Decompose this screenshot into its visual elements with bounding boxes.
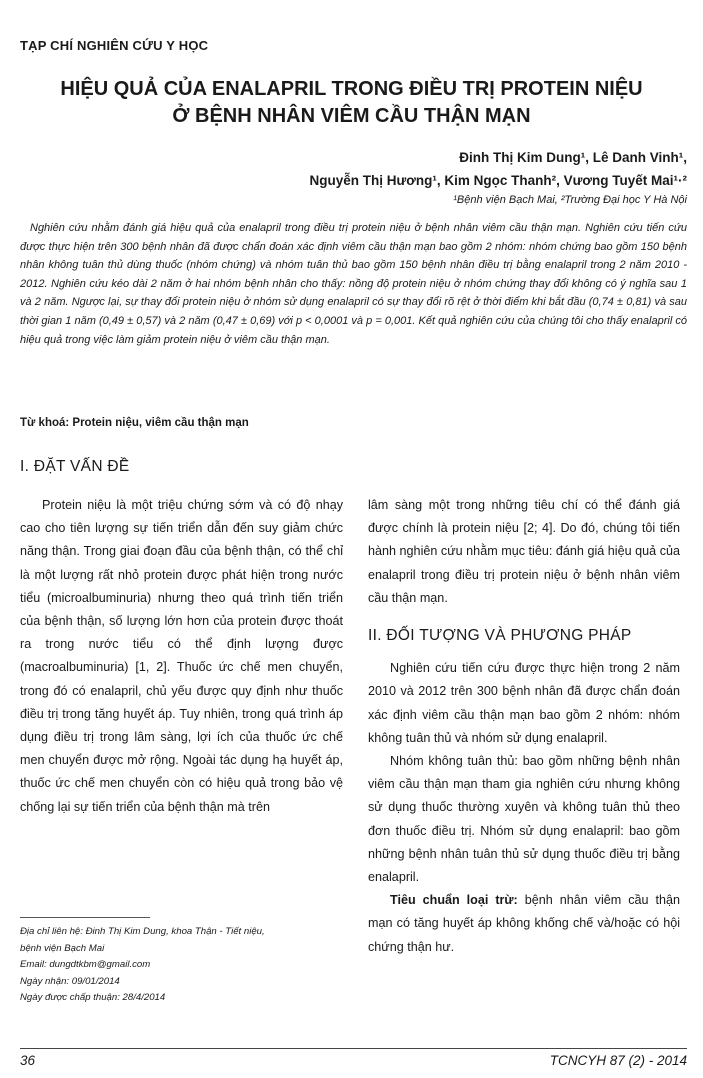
right-column <box>368 494 680 959</box>
footnote-received: Ngày nhận: 09/01/2014 <box>20 975 120 987</box>
page-number: 36 <box>20 1053 36 1068</box>
methods-paragraph-2: Nhóm không tuân thủ: bao gồm những bệnh nhân viêm cầu thận mạn tham gia nghiên cứu nhưng không sử dụng thuốc thường xuyên và không tuân thủ theo đơn thuốc điều trị. Nhóm sử dụng enalapril: bao gồm những bệnh nhân tuân thủ sử dụng thuốc điều trị bằng enalapril. <box>368 754 680 885</box>
abstract: Nghiên cứu nhằm đánh giá hiệu quả của enalapril trong điều trị protein niệu ở bệnh nhân viêm cầu thận mạn. Nghiên cứu tiến cứu được thực hiện trên 300 bệnh nhân đã được chẩn đoán xác định viêm cầu thận mạn bao gồm 2 nhóm: nhóm chứng bao gồm 150 bệnh nhân không tuân thủ dùng thuốc (nhóm chứng) và nhóm tuân thủ bao gồm 150 bệnh nhân điều trị bằng enalapril trong 2 năm 2010 - 2012. Nghiên cứu kéo dài 2 năm ở hai nhóm bệnh nhân cho thấy: nồng độ protein niệu ở nhóm chứng thay đổi không có ý nghĩa sau 1 và 2 năm. Ngược lại, sự thay đổi protein niệu ở nhóm sử dụng enalapril có sự thay đổi rõ rệt ở thời điểm khi bắt đầu (0,74 ± 0,81) và sau thời gian 1 năm (0,49 ± 0,57) và 2 năm (0,47 ± 0,69) với p < 0,0001 và p = 0,001. Kết quả nghiên cứu của chúng tôi cho thấy enalapril có hiệu quả trong việc làm giảm protein niệu ở viêm cầu thận mạn. <box>20 222 687 346</box>
title-line-1: HIỆU QUẢ CỦA ENALAPRIL TRONG ĐIỀU TRỊ PROTEIN NIỆU <box>60 78 643 100</box>
footnotes <box>20 924 350 1007</box>
footer-divider <box>20 1048 687 1049</box>
methods-paragraph-1: Nghiên cứu tiến cứu được thực hiện trong 2 năm 2010 và 2012 trên 300 bệnh nhân đã được chẩn đoán xác định viêm cầu thận mạn bao gồm 2 nhóm: nhóm không tuân thủ và nhóm sử dụng enalapril. <box>368 661 680 745</box>
title-line-2: Ở BỆNH NHÂN VIÊM CẦU THẬN MẠN <box>172 105 531 127</box>
introduction-continuation: lâm sàng một trong những tiêu chí có thể đánh giá được chính là protein niệu [2; 4]. Do đó, chúng tôi tiến hành nghiên cứu nhằm mục tiêu: đánh giá hiệu quả của enalapril trong điều trị protein niệu ở bệnh nhân viêm cầu thận mạn. <box>368 498 680 605</box>
left-column <box>20 494 343 819</box>
exclusion-label: Tiêu chuẩn loại trừ: <box>390 893 518 908</box>
footnote-accepted: Ngày được chấp thuận: 28/4/2014 <box>20 992 166 1004</box>
footnote-divider <box>20 917 150 918</box>
exclusion-text: bệnh nhân viêm cầu thận mạn có tăng huyết áp không khống chế và/hoặc có hội chứng thận hư. <box>368 893 680 954</box>
section-heading-introduction: I. ĐẶT VẤN ĐỀ <box>20 458 130 475</box>
journal-issue: TCNCYH 87 (2) - 2014 <box>549 1053 687 1068</box>
authors-line-1: Đinh Thị Kim Dung¹, Lê Danh Vinh¹, <box>459 150 687 165</box>
footnote-contact: Địa chỉ liên hệ: Đinh Thị Kim Dung, khoa Thận - Tiết niệu, <box>20 926 265 937</box>
keywords: Từ khoá: Protein niệu, viêm cầu thận mạn <box>20 417 249 429</box>
authors <box>310 146 687 192</box>
journal-name: TẠP CHÍ NGHIÊN CỨU Y HỌC <box>20 38 209 53</box>
authors-line-2: Nguyễn Thị Hương¹, Kim Ngọc Thanh², Vương Tuyết Mai¹·² <box>309 173 687 188</box>
footnote-email: Email: dungdtkbm@gmail.com <box>20 959 151 971</box>
footnote-hospital: bệnh viện Bạch Mai <box>20 942 105 954</box>
exclusion-criteria <box>368 889 680 959</box>
introduction-paragraph: Protein niệu là một triệu chứng sớm và có độ nhạy cao cho tiên lượng sự tiến triển dẫn đến suy giảm chức năng thận. Trong giai đoạn đầu của bệnh thận, có thể chỉ là một lượng rất nhỏ protein được phát hiện trong nước tiểu (microalbuminuria) nhưng theo quá trình tiến triển của bệnh thận, số lượng lớn hơn của protein được thoát ra trong nước tiểu có thể định lượng được (macroalbuminuria) [1, 2]. Thuốc ức chế men chuyển, trong đó có enalapril, chủ yếu được quy định như thuốc điều trị trong tăng huyết áp. Tuy nhiên, trong quá trình áp dụng điều trị trong lâm sàng, lợi ích của thuốc ức chế men chuyển được mở rộng. Ngoài tác dụng hạ huyết áp, thuốc ức chế men chuyển còn có hiệu quả trong bảo vệ chống lại sự tiến triển của bệnh thận mà trên <box>20 498 343 814</box>
affiliations: ¹Bệnh viện Bạch Mai, ²Trường Đại học Y Hà Nội <box>453 194 687 206</box>
section-heading-methods: II. ĐỐI TƯỢNG VÀ PHƯƠNG PHÁP <box>368 627 632 645</box>
article-title <box>20 76 683 130</box>
